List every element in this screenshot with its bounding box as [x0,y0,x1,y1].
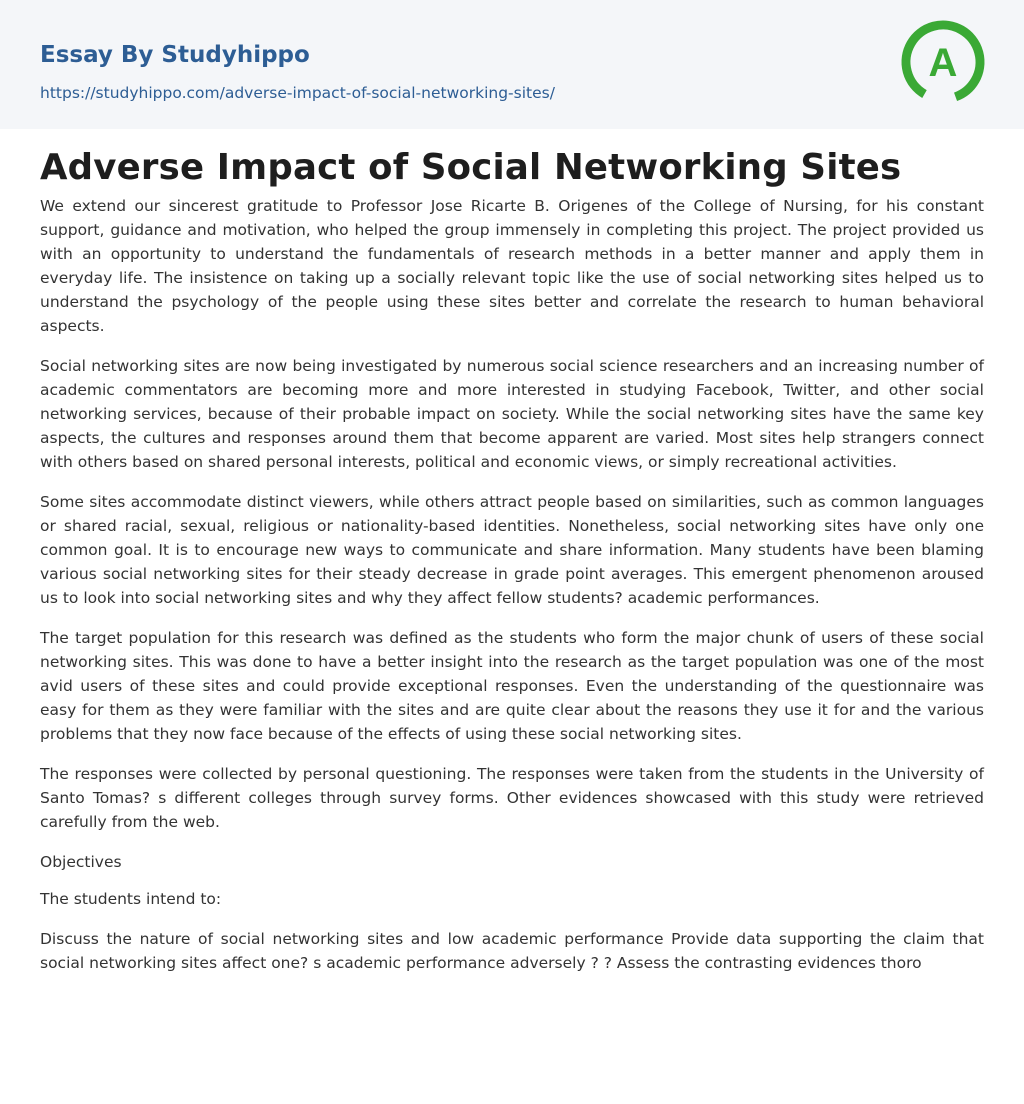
brand-title[interactable]: Essay By Studyhippo [40,42,310,68]
paragraph-background: Some sites accommodate distinct viewers, while others attract people based on similarities, such as common languages or shared racial, sexual, religious or nationality-based identities. Nonetheless, social networking sites have only one common goal. It is to encourage new ways to communicate and share information. Many students have been blaming various social networking sites for their steady decrease in grade point averages. This emergent phenomenon aroused us to look into social networking sites and why they affect fellow students? academic performances. [40,493,984,607]
objectives-list: Discuss the nature of social networking sites and low academic performance Provide data supporting the claim that social networking sites affect one? s academic performance adversely ? ? Assess the contrasting evidences thoro [40,930,984,972]
objectives-intro: The students intend to: [40,890,222,908]
article-title: Adverse Impact of Social Networking Sites [40,147,902,188]
objectives-heading: Objectives [40,853,122,871]
paragraph-acknowledgement: We extend our sincerest gratitude to Professor Jose Ricarte B. Origenes of the College of Nursing, for his constant support, guidance and motivation, who helped the group immensely in completing this project. The project provided us with an opportunity to understand the fundamentals of research methods in a better manner and apply them in everyday life. The insistence on taking up a socially relevant topic like the use of social networking sites helped us to understand the psychology of the people using these sites better and correlate the research to human behavioral aspects. [40,197,984,335]
source-url-link[interactable]: https://studyhippo.com/adverse-impact-of-social-networking-sites/ [40,84,555,102]
logo-letter: A [928,41,958,85]
paragraph-introduction: Social networking sites are now being investigated by numerous social science researchers and an increasing number of academic commentators are becoming more and more interested in studying Facebook, Twitter, and other social networking services, because of their probable impact on society. While the social networking sites have the same key aspects, the cultures and responses around them that become apparent are varied. Most sites help strangers connect with others based on shared personal interests, political and economic views, or simply recreational activities. [40,357,984,471]
paragraph-methodology: The responses were collected by personal questioning. The responses were taken from the students in the University of Santo Tomas? s different colleges through survey forms. Other evidences showcased with this study were retrieved carefully from the web. [40,765,984,831]
paragraph-target-population: The target population for this research was defined as the students who form the major chunk of users of these social networking sites. This was done to have a better insight into the research as the target population was one of the most avid users of these sites and could provide exceptional responses. Even the understanding of the questionnaire was easy for them as they were familiar with the sites and are quite clear about the reasons they use it for and the various problems that they now face because of the effects of using these social networking sites. [40,629,984,743]
studyhippo-logo-icon[interactable] [900,19,986,105]
article-body [40,194,984,991]
